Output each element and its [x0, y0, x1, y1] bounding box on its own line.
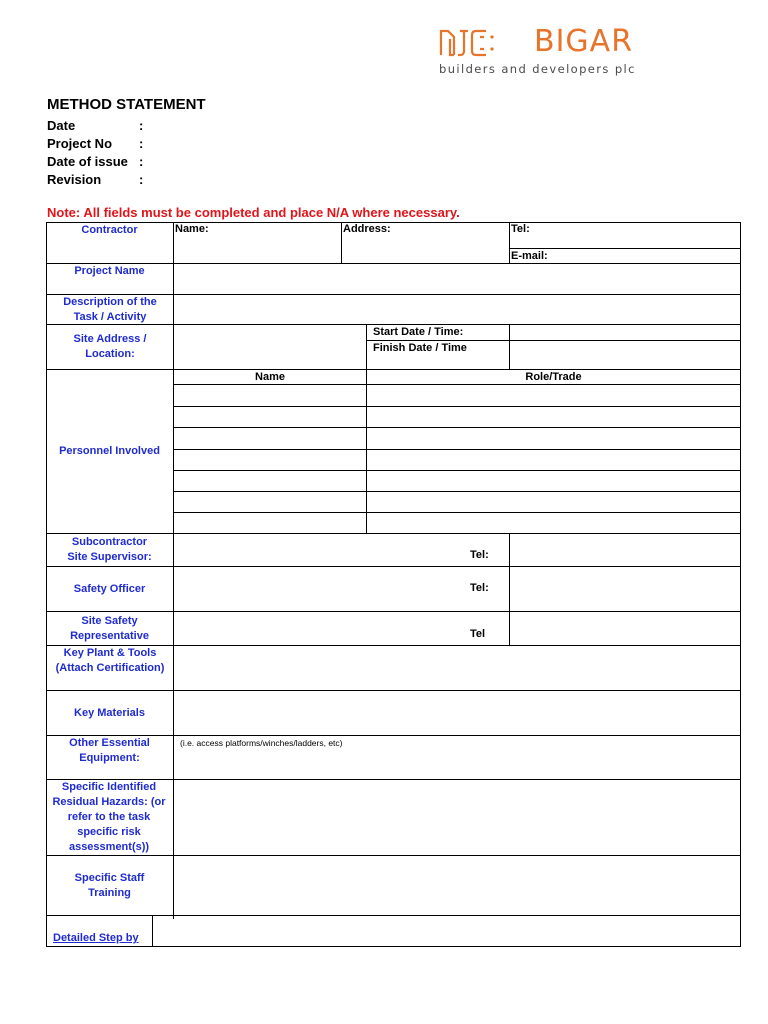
- task-description-label: Description of the Task / Activity: [63, 295, 157, 323]
- meta-label: Date: [47, 118, 76, 133]
- subcontractor-supervisor-field[interactable]: [174, 534, 454, 566]
- site-safety-rep-tel-label: Tel: [470, 628, 486, 640]
- grid-line: [152, 915, 153, 946]
- grid-line: [46, 915, 741, 916]
- site-address-field[interactable]: [174, 325, 366, 369]
- staff-training-label: Specific Staff Training: [74, 871, 145, 899]
- personnel-involved-label: Personnel Involved: [59, 445, 160, 457]
- meta-colon: :: [139, 136, 144, 151]
- grid-line: [173, 449, 741, 450]
- grid-line: [740, 222, 741, 947]
- subcontractor-tel-label: Tel:: [470, 549, 489, 561]
- contractor-email-label: E-mail:: [511, 250, 548, 262]
- meta-label: Date of issue: [47, 154, 128, 169]
- residual-hazards-field[interactable]: [174, 780, 740, 855]
- grid-line: [366, 369, 367, 534]
- key-plant-field[interactable]: [174, 646, 740, 690]
- personnel-role-header: Role/Trade: [525, 371, 582, 383]
- contractor-address-label: Address:: [343, 223, 391, 235]
- detailed-step-link[interactable]: Detailed Step by: [53, 932, 139, 944]
- grid-line: [509, 222, 510, 264]
- grid-line: [46, 946, 741, 947]
- meta-label: Revision: [47, 172, 102, 187]
- key-plant-label: Key Plant & Tools (Attach Certification): [55, 647, 165, 674]
- grid-line: [173, 512, 741, 513]
- site-address-label: Site Address / Location:: [73, 333, 147, 360]
- grid-line: [173, 491, 741, 492]
- residual-hazards-label: Specific Identified Residual Hazards: (or refer to the task specific risk assessment(s)): [52, 781, 166, 853]
- safety-officer-label: Safety Officer: [73, 582, 146, 595]
- task-description-field[interactable]: [174, 295, 740, 324]
- grid-line: [341, 222, 342, 264]
- finish-date-field[interactable]: [510, 341, 740, 369]
- contractor-label: Contractor: [81, 223, 138, 236]
- staff-training-field[interactable]: [174, 856, 740, 915]
- key-materials-field[interactable]: [174, 691, 740, 735]
- start-date-label: Start Date / Time:: [373, 326, 464, 338]
- page-title: METHOD STATEMENT: [47, 96, 206, 113]
- meta-colon: :: [139, 118, 144, 133]
- safety-officer-tel-label: Tel:: [470, 582, 489, 594]
- subcontractor-supervisor-label: Subcontractor Site Supervisor:: [67, 536, 152, 563]
- start-date-field[interactable]: [510, 325, 740, 340]
- contractor-tel-label: Tel:: [511, 223, 530, 235]
- meta-label: Project No: [47, 136, 113, 151]
- logo-wordmark: BIGAR: [534, 24, 634, 59]
- personnel-name-header: Name: [255, 371, 285, 383]
- project-name-field[interactable]: [174, 264, 740, 294]
- site-safety-rep-label: Site Safety Representative: [70, 614, 149, 642]
- key-materials-label: Key Materials: [74, 706, 145, 719]
- other-equipment-label: Other Essential Equipment:: [69, 737, 150, 764]
- contractor-name-label: Name:: [175, 223, 209, 235]
- grid-line: [173, 406, 741, 407]
- grid-line: [173, 470, 741, 471]
- form-note: Note: All fields must be completed and place N/A where necessary.: [47, 205, 460, 220]
- logo-tagline: builders and developers plc: [439, 62, 636, 76]
- finish-date-label: Finish Date / Time: [373, 342, 467, 354]
- other-equipment-hint: (i.e. access platforms/winches/ladders, etc): [180, 738, 343, 748]
- meta-colon: :: [139, 154, 144, 169]
- grid-line: [173, 427, 741, 428]
- grid-line: [366, 324, 367, 370]
- project-name-label: Project Name: [74, 265, 145, 277]
- grid-line: [509, 533, 510, 645]
- meta-colon: :: [139, 172, 144, 187]
